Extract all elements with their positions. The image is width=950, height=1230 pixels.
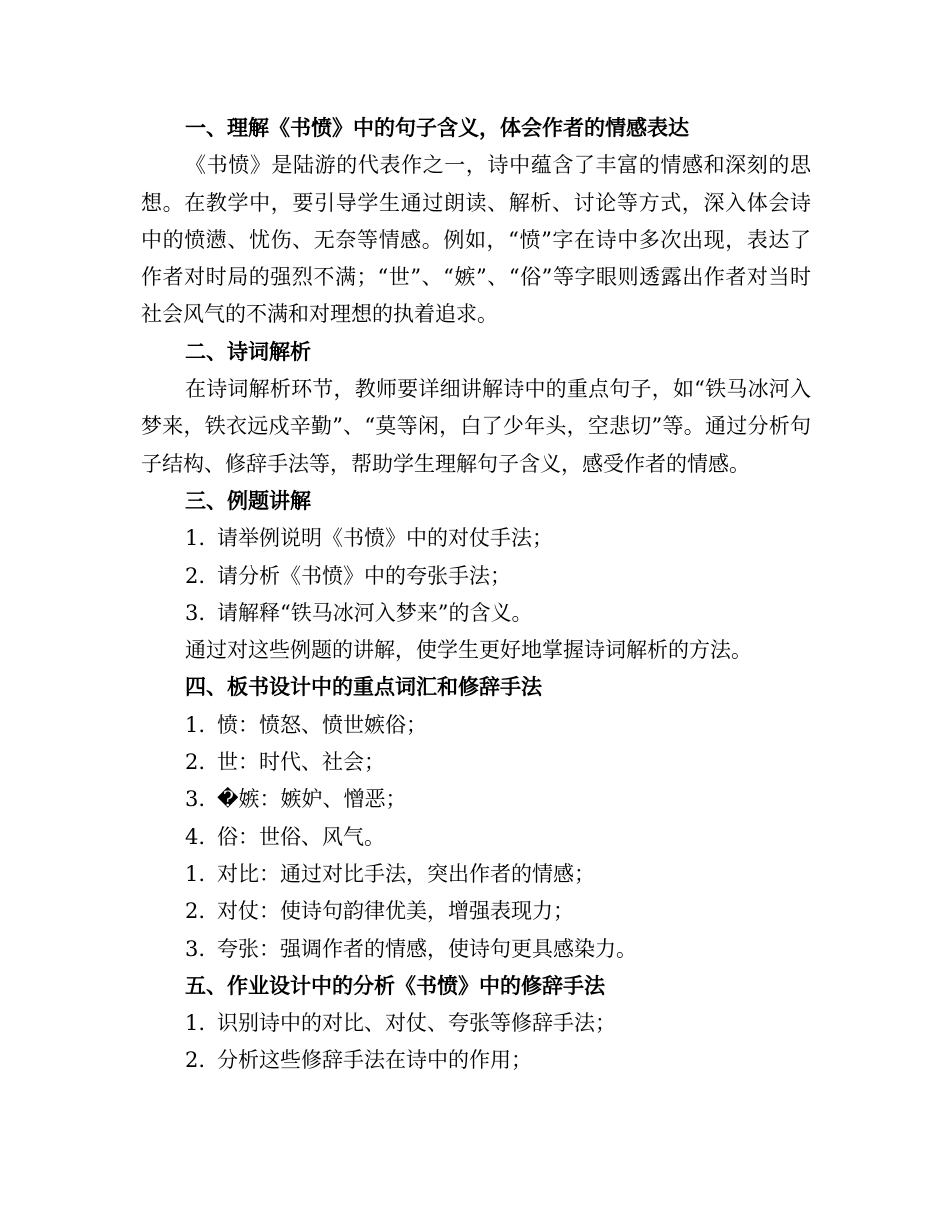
list-number: 2. — [185, 750, 206, 775]
list-item — [141, 893, 811, 930]
document-page — [141, 110, 811, 1080]
list-text: 对仗：使诗句韵律优美，增强表现力； — [217, 899, 574, 924]
list-text: 俗：世俗、风气。 — [217, 824, 385, 849]
list-item — [141, 1005, 811, 1042]
list-text: 识别诗中的对比、对仗、夸张等修辞手法； — [217, 1011, 616, 1036]
section-paragraph-2: 在诗词解析环节，教师要详细讲解诗中的重点句子，如“铁马冰河入梦来，铁衣远戍辛勤”、“莫等闲，白了少年头，空悲切”等。通过分析句子结构、修辞手法等，帮助学生理解句子含义，感受作者的情感。 — [141, 377, 811, 476]
list-text: 请分析《书愤》中的夸张手法； — [217, 563, 511, 588]
list-text: 世：时代、社会； — [217, 750, 385, 775]
section-heading-2: 二、诗词解析 — [185, 339, 311, 364]
list-number: 2. — [185, 563, 206, 588]
list-text: �嫉：嫉妒、憎恶； — [217, 787, 407, 812]
section-heading-4: 四、板书设计中的重点词汇和修辞手法 — [185, 675, 542, 700]
list-number: 3. — [185, 600, 206, 625]
list-item — [141, 707, 811, 744]
list-number: 1. — [185, 712, 206, 737]
list-item — [141, 781, 811, 818]
list-item — [141, 744, 811, 781]
list-item — [141, 819, 811, 856]
section-heading-1: 一、理解《书愤》中的句子含义，体会作者的情感表达 — [185, 116, 689, 140]
section-heading-5: 五、作业设计中的分析《书愤》中的修辞手法 — [185, 973, 605, 998]
list-number: 3. — [185, 787, 206, 812]
list-text: 愤：愤怒、愤世嫉俗； — [217, 712, 427, 737]
list-item — [141, 931, 811, 968]
list-number: 1. — [185, 1011, 206, 1036]
list-number: 4. — [185, 824, 206, 849]
list-text: 对比：通过对比手法，突出作者的情感； — [217, 861, 595, 886]
list-text: 夸张：强调作者的情感，使诗句更具感染力。 — [217, 936, 637, 961]
list-number: 3. — [185, 936, 206, 961]
list-item — [141, 558, 811, 595]
list-item — [141, 1042, 811, 1079]
list-number: 1. — [185, 526, 206, 551]
section-summary-3: 通过对这些例题的讲解，使学生更好地掌握诗词解析的方法。 — [185, 638, 752, 663]
list-item — [141, 856, 811, 893]
section-paragraph-1: 《书愤》是陆游的代表作之一，诗中蕴含了丰富的情感和深刻的思想。在教学中，要引导学生通过朗读、解析、讨论等方式，深入体会诗中的愤懑、忧伤、无奈等情感。例如，“愤”字在诗中多次出现，表达了作者对时局的强烈不满；“世”、“嫉”、“俗”等字眼则透露出作者对当时社会风气的不满和对理想的执着追求。 — [141, 153, 811, 327]
list-item — [141, 520, 811, 557]
list-text: 请解释“铁马冰河入梦来”的含义。 — [217, 600, 533, 625]
list-text: 分析这些修辞手法在诗中的作用； — [217, 1048, 532, 1073]
list-item — [141, 595, 811, 632]
section-heading-3: 三、例题讲解 — [185, 488, 311, 513]
list-text: 请举例说明《书愤》中的对仗手法； — [217, 526, 553, 551]
list-number: 1. — [185, 861, 206, 886]
list-number: 2. — [185, 1048, 206, 1073]
list-number: 2. — [185, 899, 206, 924]
